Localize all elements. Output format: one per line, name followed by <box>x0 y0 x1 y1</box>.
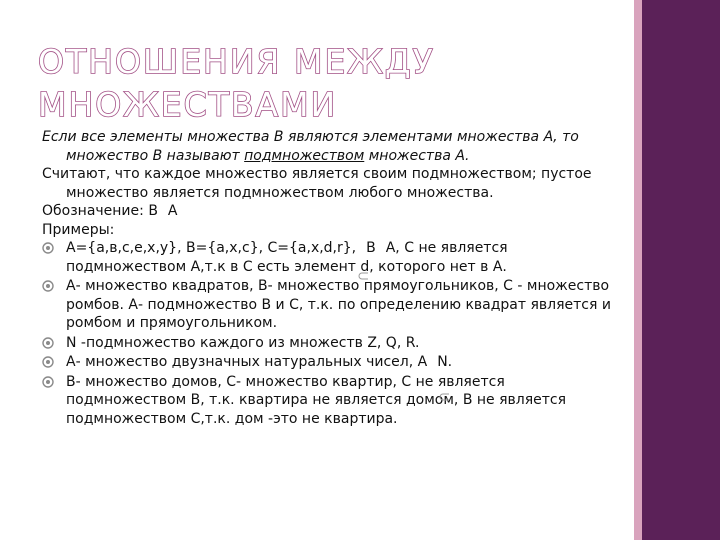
notation-paragraph <box>42 202 617 221</box>
circled-dot-icon <box>42 242 54 254</box>
example-4-text-1: А- множество двузначных натуральных чисел, А <box>66 354 428 370</box>
slide-title <box>38 40 618 126</box>
examples-label: Примеры: <box>42 221 115 238</box>
example-4-text-2: N. <box>437 354 453 370</box>
decorative-band-light <box>634 0 642 540</box>
example-3-text: N -подмножество каждого из множеств Z, Q, R. <box>66 334 420 351</box>
notation-label: Обозначение: В <box>42 203 158 219</box>
definition-text-1: Если все элементы множества В являются элементами множества А, то множество В называют <box>42 129 579 164</box>
list-item <box>42 334 617 353</box>
circled-dot-icon <box>42 356 54 368</box>
circled-dot-icon <box>42 280 54 292</box>
example-1-text-2: В <box>366 240 376 256</box>
circled-dot-icon <box>42 376 54 388</box>
example-5-text: В- множество домов, С- множество квартир, С не является подмножеством В, т.к. квартира не является домом, В не является подмножеством С,т.к. дом -это не квартира. <box>66 373 567 427</box>
statement-paragraph: Считают, что каждое множество является своим подмножеством; пустое множество является подмножеством любого множества. <box>42 166 592 201</box>
notation-target: А <box>167 203 178 219</box>
list-item <box>42 353 617 372</box>
examples-list <box>42 239 617 428</box>
list-item <box>42 239 617 276</box>
title-line-2: МНОЖЕСТВАМИ <box>38 85 338 124</box>
subset-symbol-icon <box>357 272 369 280</box>
circled-dot-icon <box>42 337 54 349</box>
list-item <box>42 277 617 333</box>
definition-term: подмножеством <box>244 147 365 164</box>
title-line-1: ОТНОШЕНИЯ МЕЖДУ <box>38 42 435 81</box>
definition-paragraph <box>42 128 617 165</box>
example-1-text-1: А={а,в,с,е,х,у}, В={а,х,с}, С={а,х,d,r}, <box>66 240 357 256</box>
example-2-text: А- множество квадратов, В- множество прямоугольников, С - множество ромбов. А- подмножество В и С, т.к. по определению квадрат является и ромбом и прямоугольником. <box>66 278 611 331</box>
decorative-band-dark <box>642 0 720 540</box>
example-1-text-3: А, С не является подмножеством А,т.к в С есть элемент d, которого нет в А. <box>66 240 508 275</box>
subset-symbol-icon <box>438 393 450 401</box>
list-item <box>42 373 617 429</box>
definition-text-2: множества А. <box>364 147 470 164</box>
slide-body <box>42 128 617 429</box>
